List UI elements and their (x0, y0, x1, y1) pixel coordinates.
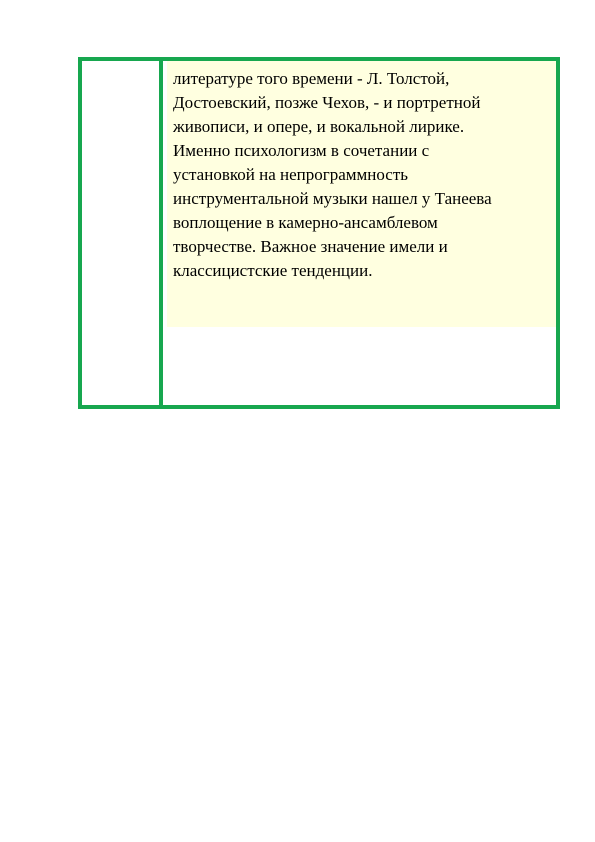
empty-left-cell (82, 61, 163, 405)
text-line: Достоевский, позже Чехов, - и портретной (173, 93, 481, 112)
text-line: инструментальной музыки нашел у Танеева (173, 189, 492, 208)
text-line: творчестве. Важное значение имели и (173, 237, 448, 256)
highlighted-text-block (167, 61, 556, 327)
bordered-table (78, 57, 560, 409)
text-line: воплощение в камерно-ансамблевом (173, 213, 438, 232)
text-line: литературе того времени - Л. Толстой, (173, 69, 450, 88)
text-line: классицистские тенденции. (173, 261, 373, 280)
text-line: живописи, и опере, и вокальной лирике. (173, 117, 465, 136)
paragraph (167, 61, 556, 283)
text-line: установкой на непрограммность (173, 165, 409, 184)
text-line: Именно психологизм в сочетании с (173, 141, 430, 160)
